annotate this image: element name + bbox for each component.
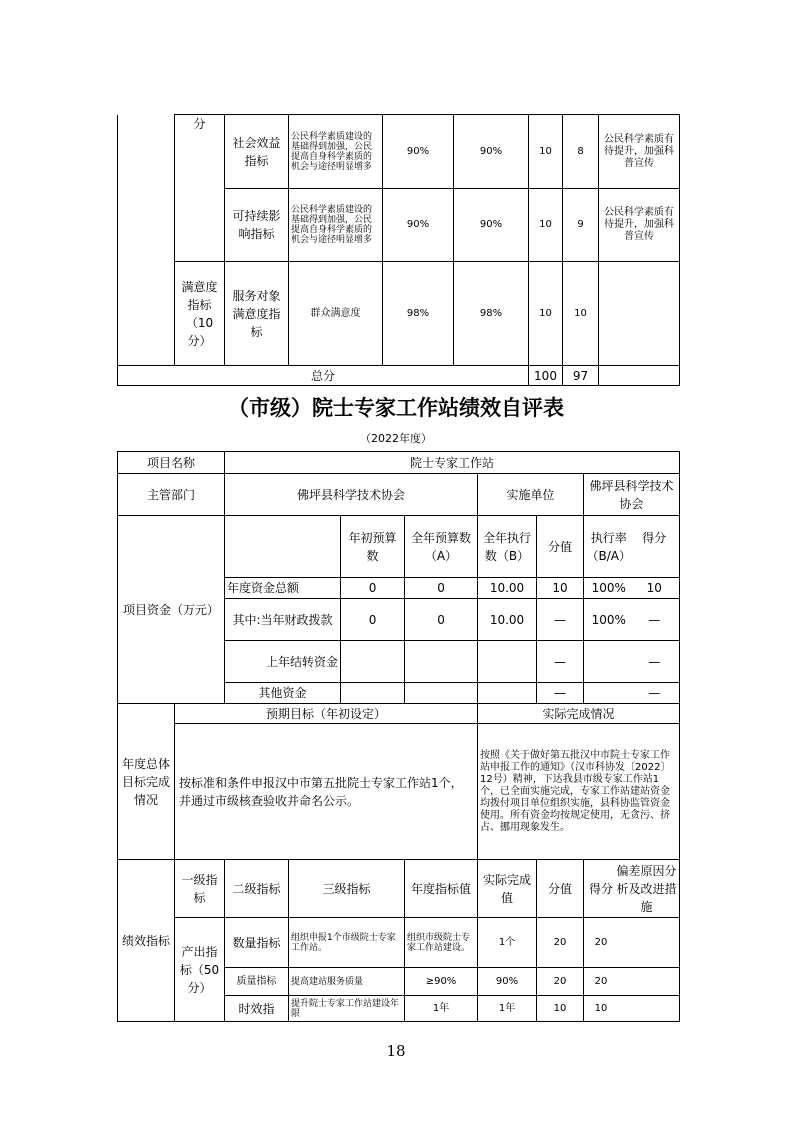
project-name-value: 院士专家工作站 xyxy=(225,452,680,474)
level3-cell: 公民科学素质建设的基础得到加强，公民提高自身科学素质的机会与途径明显增多 xyxy=(289,189,383,262)
target-cell: 90% xyxy=(383,115,454,189)
perf-score: 20 xyxy=(594,936,608,948)
remark-cell: 公民科学素质有待提升，加强科普宣传 xyxy=(599,115,680,189)
total-weight: 100 xyxy=(529,366,563,386)
actual-cell: 90% xyxy=(454,115,529,189)
weight-cell: 10 xyxy=(529,262,563,366)
perf-weight: 20 xyxy=(537,968,584,996)
actual-cell: 90% xyxy=(454,189,529,262)
perf-level1: 产出指标（50分） xyxy=(175,918,225,1022)
perf-score: 10 xyxy=(594,1002,608,1014)
fund-annual xyxy=(405,683,478,704)
perf-header-level2: 二级指标 xyxy=(225,860,289,918)
goal-label: 年度总体目标完成情况 xyxy=(118,704,175,860)
fund-rate-score xyxy=(584,599,680,641)
perf-actual: 1个 xyxy=(478,918,537,968)
fund-exec: 10.00 xyxy=(478,578,537,599)
perf-level3: 提升院士专家工作站建设年限 xyxy=(289,996,405,1022)
total-score: 97 xyxy=(563,366,599,386)
fund-header-rate-score xyxy=(584,516,680,578)
page-subtitle: （2022年度） xyxy=(360,432,432,445)
fund-rate xyxy=(586,684,632,702)
remark-cell xyxy=(599,262,680,366)
target-cell: 98% xyxy=(383,262,454,366)
perf-remark xyxy=(616,976,677,988)
perf-label: 绩效指标 xyxy=(118,860,175,1022)
perf-remark xyxy=(616,937,677,949)
fund-rate xyxy=(586,653,632,671)
perf-level3: 组织申报1个市级院士专家工作站。 xyxy=(289,918,405,968)
perf-header-score: 得分 xyxy=(589,881,614,896)
fund-score: — xyxy=(648,612,661,627)
perf-weight: 10 xyxy=(537,996,584,1022)
total-label: 总分 xyxy=(118,366,529,386)
level1-cell: 分 xyxy=(175,115,225,262)
fund-annual: 0 xyxy=(405,599,478,641)
perf-level2: 质量指标 xyxy=(225,968,289,996)
fund-row-label: 上年结转资金 xyxy=(225,641,341,683)
dept-label: 主管部门 xyxy=(118,474,225,516)
level3-cell: 群众满意度 xyxy=(289,262,383,366)
perf-target: ≥90% xyxy=(405,968,478,996)
perf-header-remark: 偏差原因分析及改进措施 xyxy=(616,863,677,914)
fund-annual: 0 xyxy=(405,578,478,599)
fund-score: — xyxy=(648,686,661,700)
fund-rate-score xyxy=(584,641,680,683)
impl-value: 佛坪县科学技术协会 xyxy=(584,474,680,516)
target-cell: 90% xyxy=(383,189,454,262)
expected-text: 按标准和条件申报汉中市第五批院士专家工作站1个，并通过市级核查验收并命名公示。 xyxy=(175,724,478,860)
fund-rate: 100% xyxy=(591,581,626,595)
fund-initial: 0 xyxy=(341,578,405,599)
fund-weight: — xyxy=(537,641,584,683)
fund-header-annual: 全年预算数（A） xyxy=(405,516,478,578)
fund-rate: 100% xyxy=(591,612,626,627)
perf-header-score-remark xyxy=(584,860,680,918)
fund-score: — xyxy=(648,654,661,669)
fund-header-score: 得分 xyxy=(642,530,667,545)
fund-exec xyxy=(478,641,537,683)
perf-header-level1: 一级指标 xyxy=(175,860,225,918)
weight-cell: 10 xyxy=(529,115,563,189)
perf-level2: 时效指 xyxy=(225,996,289,1022)
level1-cell: 满意度指标（10分） xyxy=(175,262,225,366)
level2-cell: 可持续影响指标 xyxy=(225,189,289,262)
fund-weight: — xyxy=(537,599,584,641)
fund-row-label: 其中:当年财政拨款 xyxy=(225,599,341,641)
self-evaluation-table xyxy=(117,451,680,1022)
fund-weight: — xyxy=(537,683,584,704)
fund-weight: 10 xyxy=(537,578,584,599)
fund-initial: 0 xyxy=(341,599,405,641)
perf-header-actual: 实际完成值 xyxy=(478,860,537,918)
perf-score-remark xyxy=(584,996,680,1022)
perf-target: 组织市级院士专家工作站建设。 xyxy=(405,918,478,968)
fund-row-label: 其他资金 xyxy=(225,683,341,704)
fund-exec: 10.00 xyxy=(478,599,537,641)
perf-remark xyxy=(616,1003,677,1015)
level2-cell: 服务对象满意度指标 xyxy=(225,262,289,366)
actual-text: 按照《关于做好第五批汉中市院士专家工作站申报工作的通知》（汉市科协发〔2022〕12号）精神，下达我县市级专家工作站1个，已全面实施完成，专家工作站建站资金均拨付项目单位组织实施，县科协监管资金使用。所有资金均按规定使用，无贪污、挤占、挪用现象发生。 xyxy=(478,724,680,860)
actual-cell: 98% xyxy=(454,262,529,366)
perf-score-remark xyxy=(584,918,680,968)
perf-target: 1年 xyxy=(405,996,478,1022)
dept-value: 佛坪县科学技术协会 xyxy=(225,474,478,516)
fund-row-label: 年度资金总额 xyxy=(225,578,341,599)
project-name-label: 项目名称 xyxy=(118,452,225,474)
perf-level3: 提高建站服务质量 xyxy=(289,968,405,996)
empty-cell xyxy=(599,366,680,386)
level2-cell: 社会效益指标 xyxy=(225,115,289,189)
perf-score: 20 xyxy=(594,975,608,987)
empty-cell xyxy=(118,115,175,366)
score-cell: 9 xyxy=(563,189,599,262)
perf-weight: 20 xyxy=(537,918,584,968)
perf-actual: 90% xyxy=(478,968,537,996)
fund-header-rate: 执行率（B/A） xyxy=(586,530,632,563)
fund-initial xyxy=(341,641,405,683)
fund-label: 项目资金（万元） xyxy=(118,516,225,704)
perf-header-level3: 三级指标 xyxy=(289,860,405,918)
perf-score-remark xyxy=(584,968,680,996)
score-cell: 8 xyxy=(563,115,599,189)
page-title: （市级）院士专家工作站绩效自评表 xyxy=(228,395,564,420)
fund-header-weight: 分值 xyxy=(537,516,584,578)
perf-header-weight: 分值 xyxy=(537,860,584,918)
empty-cell xyxy=(225,516,341,578)
indicator-table-continued xyxy=(117,114,680,386)
impl-label: 实施单位 xyxy=(478,474,584,516)
perf-header-target: 年度指标值 xyxy=(405,860,478,918)
page-number: 18 xyxy=(386,1042,406,1060)
perf-level2: 数量指标 xyxy=(225,918,289,968)
perf-actual: 1年 xyxy=(478,996,537,1022)
fund-rate-score xyxy=(584,578,680,599)
actual-label: 实际完成情况 xyxy=(478,704,680,724)
fund-initial xyxy=(341,683,405,704)
score-cell: 10 xyxy=(563,262,599,366)
fund-annual xyxy=(405,641,478,683)
fund-header-exec: 全年执行数（B） xyxy=(478,516,537,578)
expected-label: 预期目标（年初设定） xyxy=(175,704,478,724)
fund-header-initial: 年初预算数 xyxy=(341,516,405,578)
weight-cell: 10 xyxy=(529,189,563,262)
fund-rate-score xyxy=(584,683,680,704)
level3-cell: 公民科学素质建设的基础得到加强，公民提高自身科学素质的机会与途径明显增多 xyxy=(289,115,383,189)
fund-score: 10 xyxy=(646,581,662,595)
fund-exec xyxy=(478,683,537,704)
remark-cell: 公民科学素质有待提升，加强科普宣传 xyxy=(599,189,680,262)
